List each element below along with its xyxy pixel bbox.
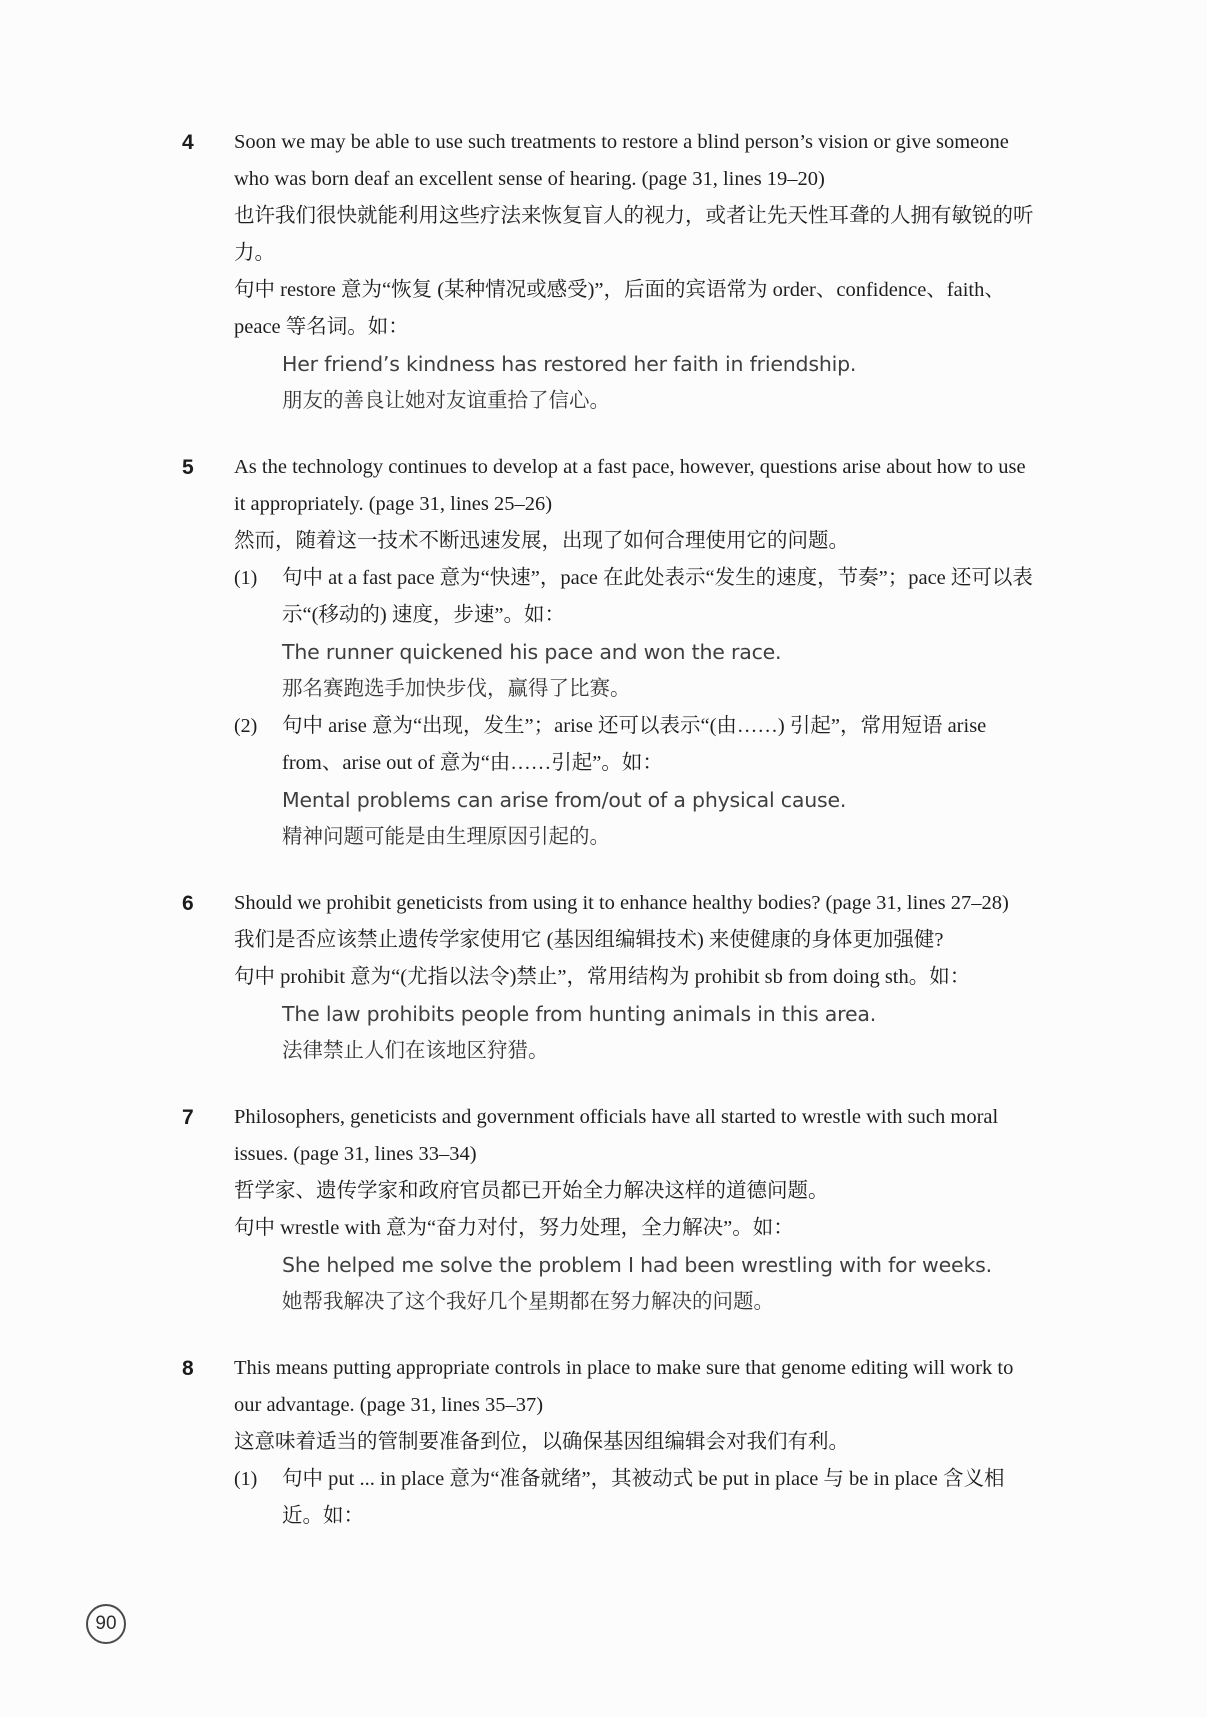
item-number: 6	[182, 892, 194, 915]
item-number: 7	[182, 1106, 194, 1129]
page-number-badge	[86, 1604, 126, 1644]
usage-note: 句中 wrestle with 意为“奋力对付，努力处理，全力解决”。如：	[234, 1217, 794, 1239]
sentence-english: Philosophers, geneticists and government officials have all started to wrestle with such moral issues. (page 31, lines 33–34)	[234, 1106, 999, 1165]
example-chinese: 她帮我解决了这个我好几个星期都在努力解决的问题。	[282, 1291, 774, 1313]
example-english: She helped me solve the problem I had been wrestling with for weeks.	[282, 1253, 992, 1277]
usage-note: 句中 prohibit 意为“(尤指以法令)禁止”，常用结构为 prohibit sb from doing sth。如：	[234, 966, 971, 988]
example-english: Her friend’s kindness has restored her faith in friendship.	[282, 352, 857, 376]
usage-note: 句中 restore 意为“恢复 (某种情况或感受)”，后面的宾语常为 order、confidence、faith、peace 等名词。如：	[234, 279, 1005, 338]
sentence-english: Soon we may be able to use such treatments to restore a blind person’s vision or give someone who was born deaf an excellent sense of hearing. (page 31, lines 19–20)	[234, 131, 1009, 190]
sub-item-label: (1)	[234, 567, 258, 589]
example-chinese: 那名赛跑选手加快步伐，赢得了比赛。	[282, 678, 631, 700]
translation-chinese: 然而，随着这一技术不断迅速发展，出现了如何合理使用它的问题。	[234, 530, 849, 552]
list-item	[182, 1350, 1037, 1535]
sentence-english: This means putting appropriate controls in place to make sure that genome editing will work to our advantage. (page 31, lines 35–37)	[234, 1357, 1014, 1416]
example-english: The law prohibits people from hunting animals in this area.	[282, 1002, 877, 1026]
item-body	[234, 1350, 1034, 1535]
translation-chinese: 这意味着适当的管制要准备到位，以确保基因组编辑会对我们有利。	[234, 1431, 849, 1453]
sub-item-label: (2)	[234, 715, 258, 737]
example-english: Mental problems can arise from/out of a physical cause.	[282, 788, 847, 812]
usage-note: 句中 at a fast pace 意为“快速”，pace 在此处表示“发生的速度，节奏”；pace 还可以表示“(移动的) 速度，步速”。如：	[282, 567, 1033, 626]
sub-item	[234, 1461, 1034, 1535]
example-chinese: 精神问题可能是由生理原因引起的。	[282, 826, 610, 848]
page-number: 90	[95, 1613, 117, 1634]
example-english: The runner quickened his pace and won the race.	[282, 640, 782, 664]
sentence-english: As the technology continues to develop at a fast pace, however, questions arise about how to use it appropriately. (page 31, lines 25–26)	[234, 456, 1026, 515]
translation-chinese: 哲学家、遗传学家和政府官员都已开始全力解决这样的道德问题。	[234, 1180, 829, 1202]
list-item	[182, 1099, 1037, 1321]
translation-chinese: 我们是否应该禁止遗传学家使用它 (基因组编辑技术) 来使健康的身体更加强健?	[234, 929, 944, 951]
item-number: 8	[182, 1357, 194, 1380]
item-number: 4	[182, 131, 194, 154]
item-body	[234, 1099, 1034, 1321]
items-list	[182, 124, 1037, 1564]
example-chinese: 朋友的善良让她对友谊重拾了信心。	[282, 390, 610, 412]
example-chinese: 法律禁止人们在该地区狩猎。	[282, 1040, 549, 1062]
sub-item	[234, 560, 1034, 708]
list-item	[182, 449, 1037, 856]
item-body	[234, 885, 1034, 1070]
item-body	[234, 449, 1034, 856]
usage-note: 句中 arise 意为“出现，发生”；arise 还可以表示“(由……) 引起”，常用短语 arise from、arise out of 意为“由……引起”。如：	[282, 715, 987, 774]
sentence-english: Should we prohibit geneticists from using it to enhance healthy bodies? (page 31, lines 27–28)	[234, 892, 1009, 914]
item-body	[234, 124, 1034, 420]
sub-item	[234, 708, 1034, 856]
item-number: 5	[182, 456, 194, 479]
usage-note: 句中 put ... in place 意为“准备就绪”，其被动式 be put in place 与 be in place 含义相近。如：	[282, 1468, 1005, 1527]
translation-chinese: 也许我们很快就能利用这些疗法来恢复盲人的视力，或者让先天性耳聋的人拥有敏锐的听力。	[234, 205, 1034, 264]
list-item	[182, 885, 1037, 1070]
sub-item-body	[282, 560, 1034, 708]
sub-item-body	[282, 1461, 1034, 1535]
list-item	[182, 124, 1037, 420]
sub-item-label: (1)	[234, 1468, 258, 1490]
sub-item-body	[282, 708, 1034, 856]
